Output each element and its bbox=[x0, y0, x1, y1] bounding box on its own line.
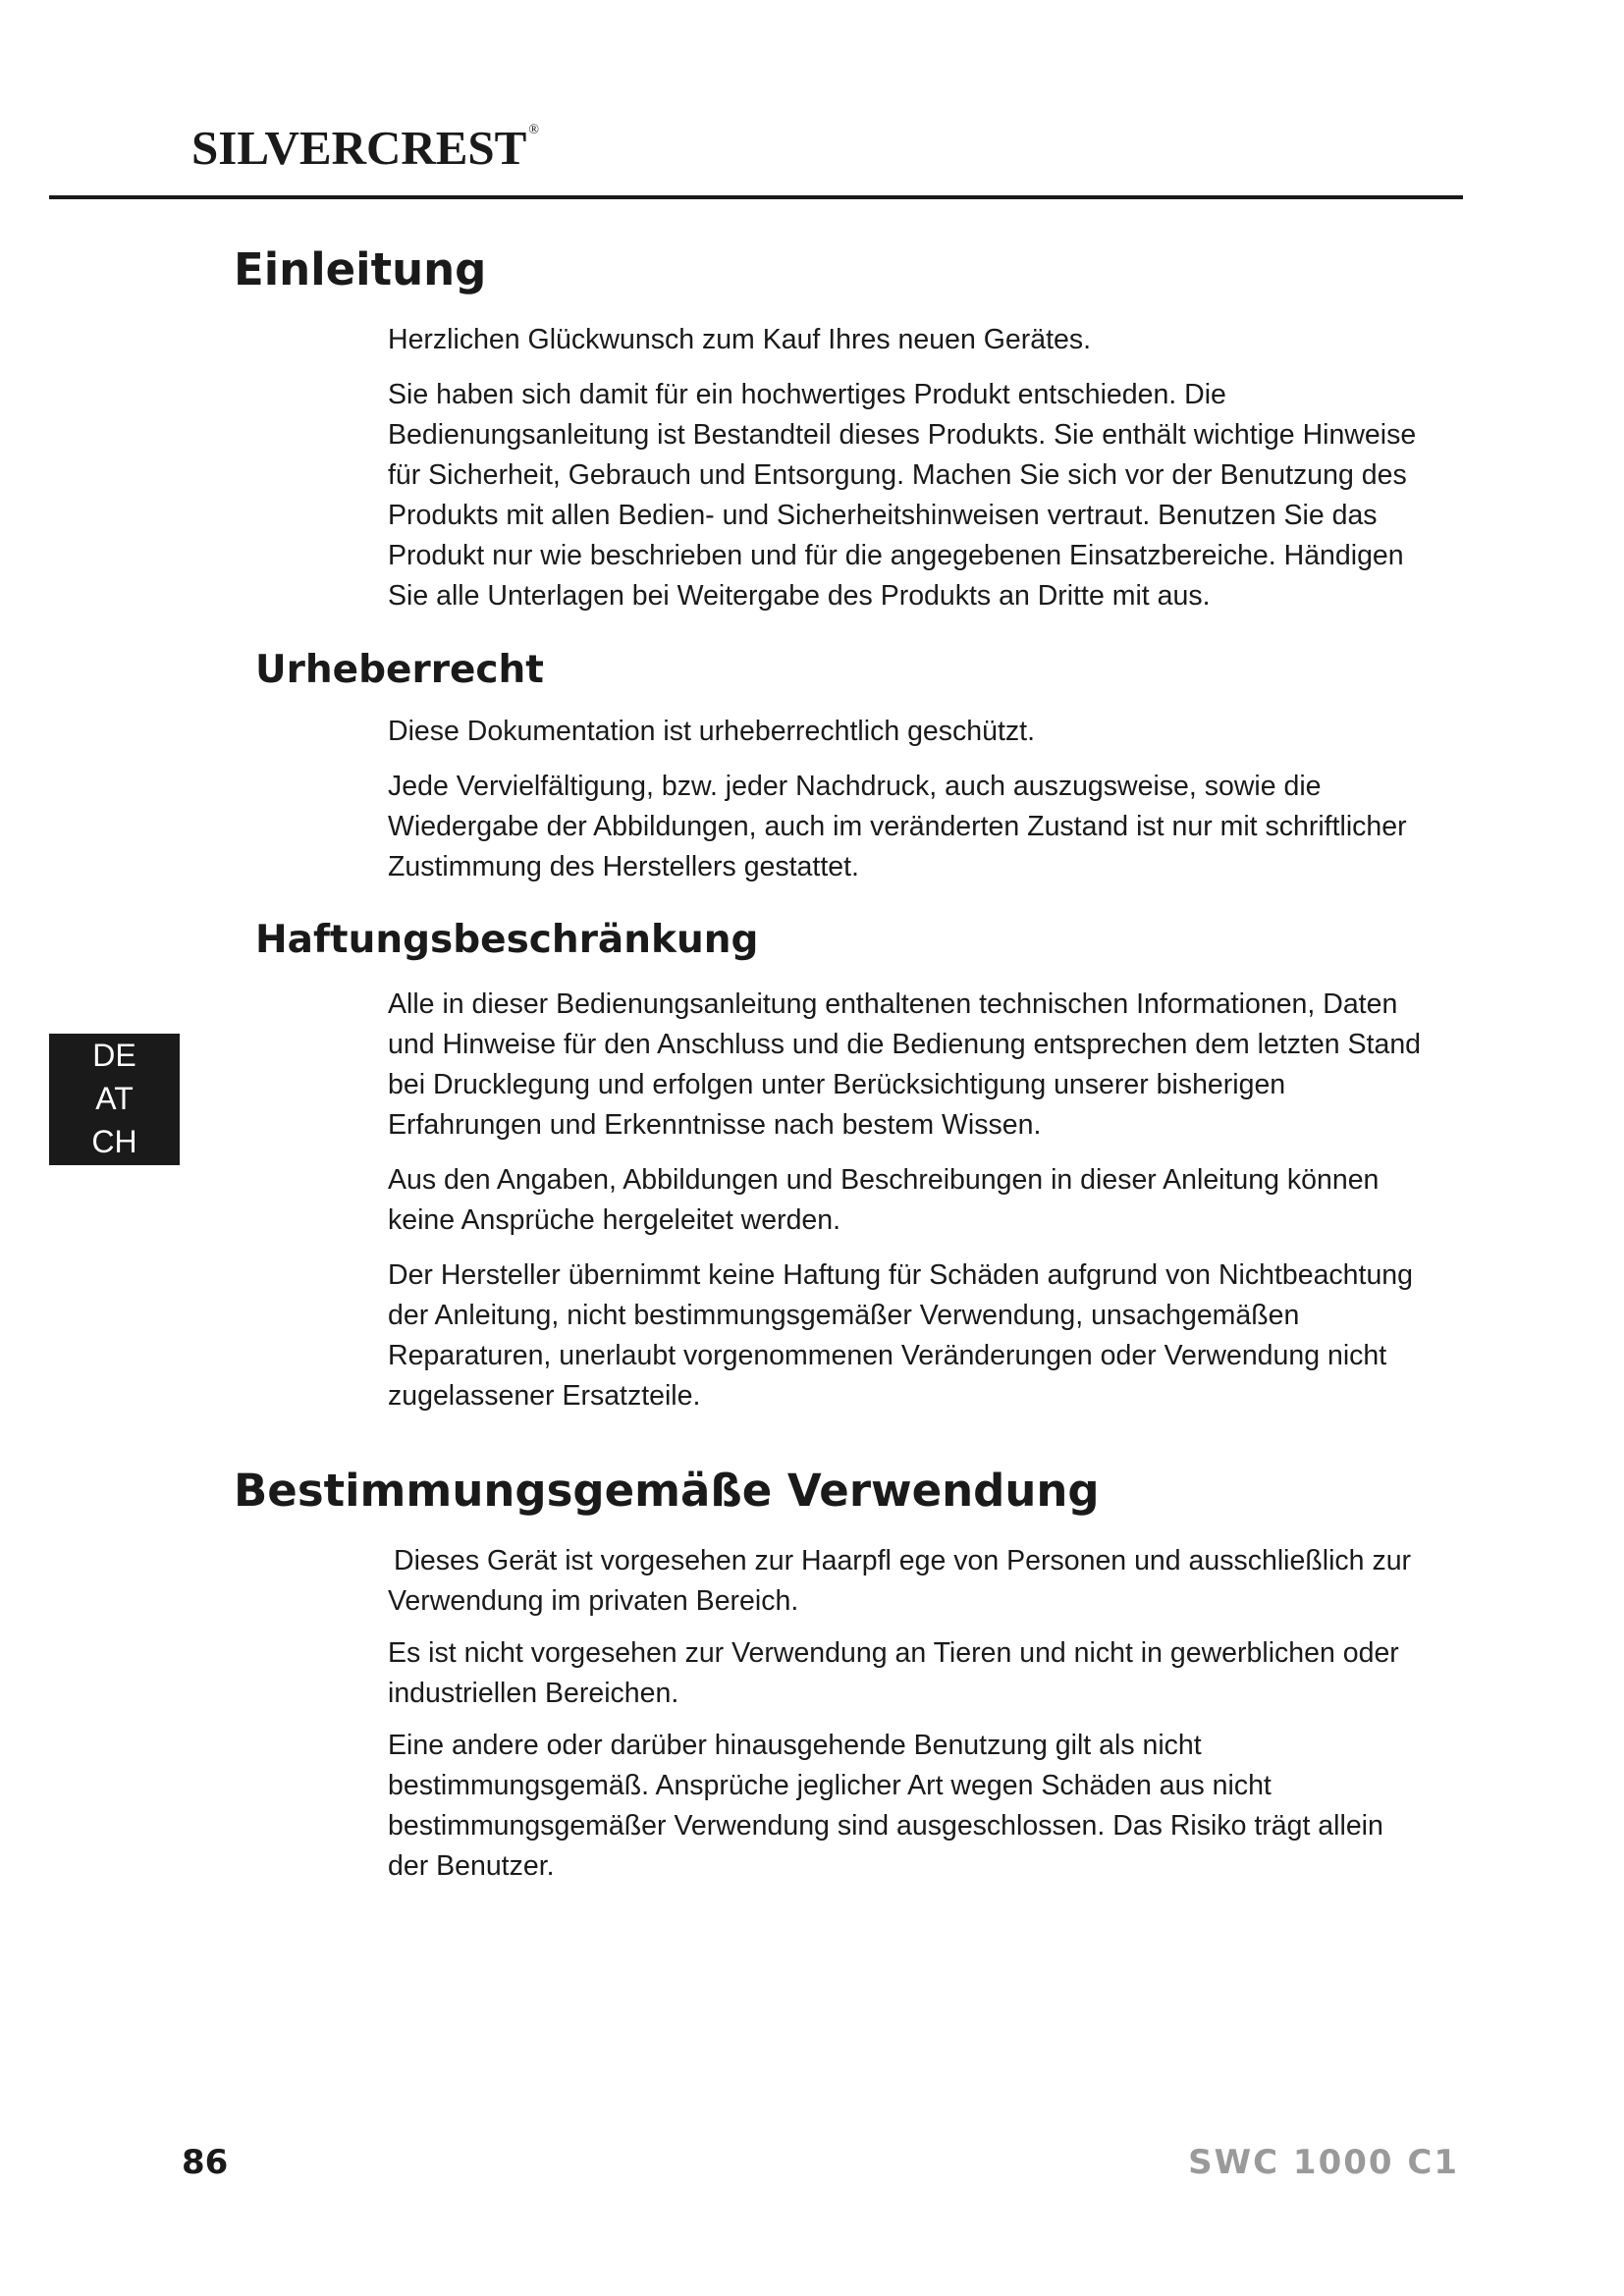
paragraph: Eine andere oder darüber hinausgehende Benutzung gilt als nicht bestimmungsgemäß. Ansprüche jeglicher Art wegen Schäden aus nicht bestimmungsgemäßer Verwendung sind ausgeschlossen. Das Risiko trägt allein der Benutzer. bbox=[388, 1730, 1383, 1882]
header-divider bbox=[49, 195, 1463, 199]
paragraph: Diese Dokumentation ist urheberrechtlich geschützt. bbox=[388, 716, 1035, 747]
paragraph: Jede Vervielfältigung, bzw. jeder Nachdruck, auch auszugsweise, sowie die Wiedergabe der Abbildungen, auch im veränderten Zustand ist nur mit schriftlicher Zustimmung des Herstellers gestattet. bbox=[388, 771, 1407, 882]
language-ch: CH bbox=[91, 1124, 137, 1159]
paragraph: Alle in dieser Bedienungsanleitung enthaltenen technischen Informationen, Daten und Hinweise für den Anschluss und die Bedienung entsprechen dem letzten Stand bei Drucklegung und erfolgen unter Berücksichtigung unserer bisherigen Erfahrungen und Erkenntnisse nach bestem Wissen. bbox=[388, 988, 1422, 1141]
paragraph: Aus den Angaben, Abbildungen und Beschreibungen in dieser Anleitung können keine Ansprüche hergeleitet werden. bbox=[388, 1164, 1380, 1236]
section-title-verwendung: Bestimmungsgemäße Verwendung bbox=[234, 1465, 1100, 1517]
paragraph: Herzlichen Glückwunsch zum Kauf Ihres neuen Gerätes. bbox=[388, 324, 1092, 355]
paragraph: Dieses Gerät ist vorgesehen zur Haarpfl ege von Personen und ausschließlich zur Verwendung im privaten Bereich. bbox=[388, 1545, 1412, 1617]
language-tab bbox=[49, 1034, 180, 1165]
paragraph: Der Hersteller übernimmt keine Haftung für Schäden aufgrund von Nichtbeachtung der Anleitung, nicht bestimmungsgemäßer Verwendung, unsachgemäßen Reparaturen, unerlaubt vorgenommenen Veränderungen oder Verwendung nicht zugelassener Ersatzteile. bbox=[388, 1259, 1413, 1412]
model-number: SWC 1000 C1 bbox=[1188, 2143, 1459, 2182]
registered-mark: ® bbox=[528, 123, 539, 137]
page-number: 86 bbox=[182, 2143, 229, 2182]
brand-logo bbox=[191, 121, 539, 175]
brand-logo-text: SILVERCREST bbox=[191, 121, 527, 175]
paragraph: Sie haben sich damit für ein hochwertiges Produkt entschieden. Die Bedienungsanleitung ist Bestandteil dieses Produkts. Sie enthält wichtige Hinweise für Sicherheit, Gebrauch und Entsorgung. Machen Sie sich vor der Benutzung des Produkts mit allen Bedien- und Sicherheitshinweisen vertraut. Benutzen Sie das Produkt nur wie beschrieben und für die angegebenen Einsatzbereiche. Händigen Sie alle Unterlagen bei Weitergabe des Produkts an Dritte mit aus. bbox=[388, 379, 1417, 612]
language-at: AT bbox=[95, 1081, 134, 1116]
section-title-urheberrecht: Urheberrecht bbox=[255, 648, 544, 692]
language-de: DE bbox=[92, 1038, 136, 1073]
section-title-haftung: Haftungsbeschränkung bbox=[255, 918, 759, 962]
section-title-einleitung: Einleitung bbox=[234, 243, 487, 295]
paragraph: Es ist nicht vorgesehen zur Verwendung an Tieren und nicht in gewerblichen oder industriellen Bereichen. bbox=[388, 1637, 1399, 1709]
